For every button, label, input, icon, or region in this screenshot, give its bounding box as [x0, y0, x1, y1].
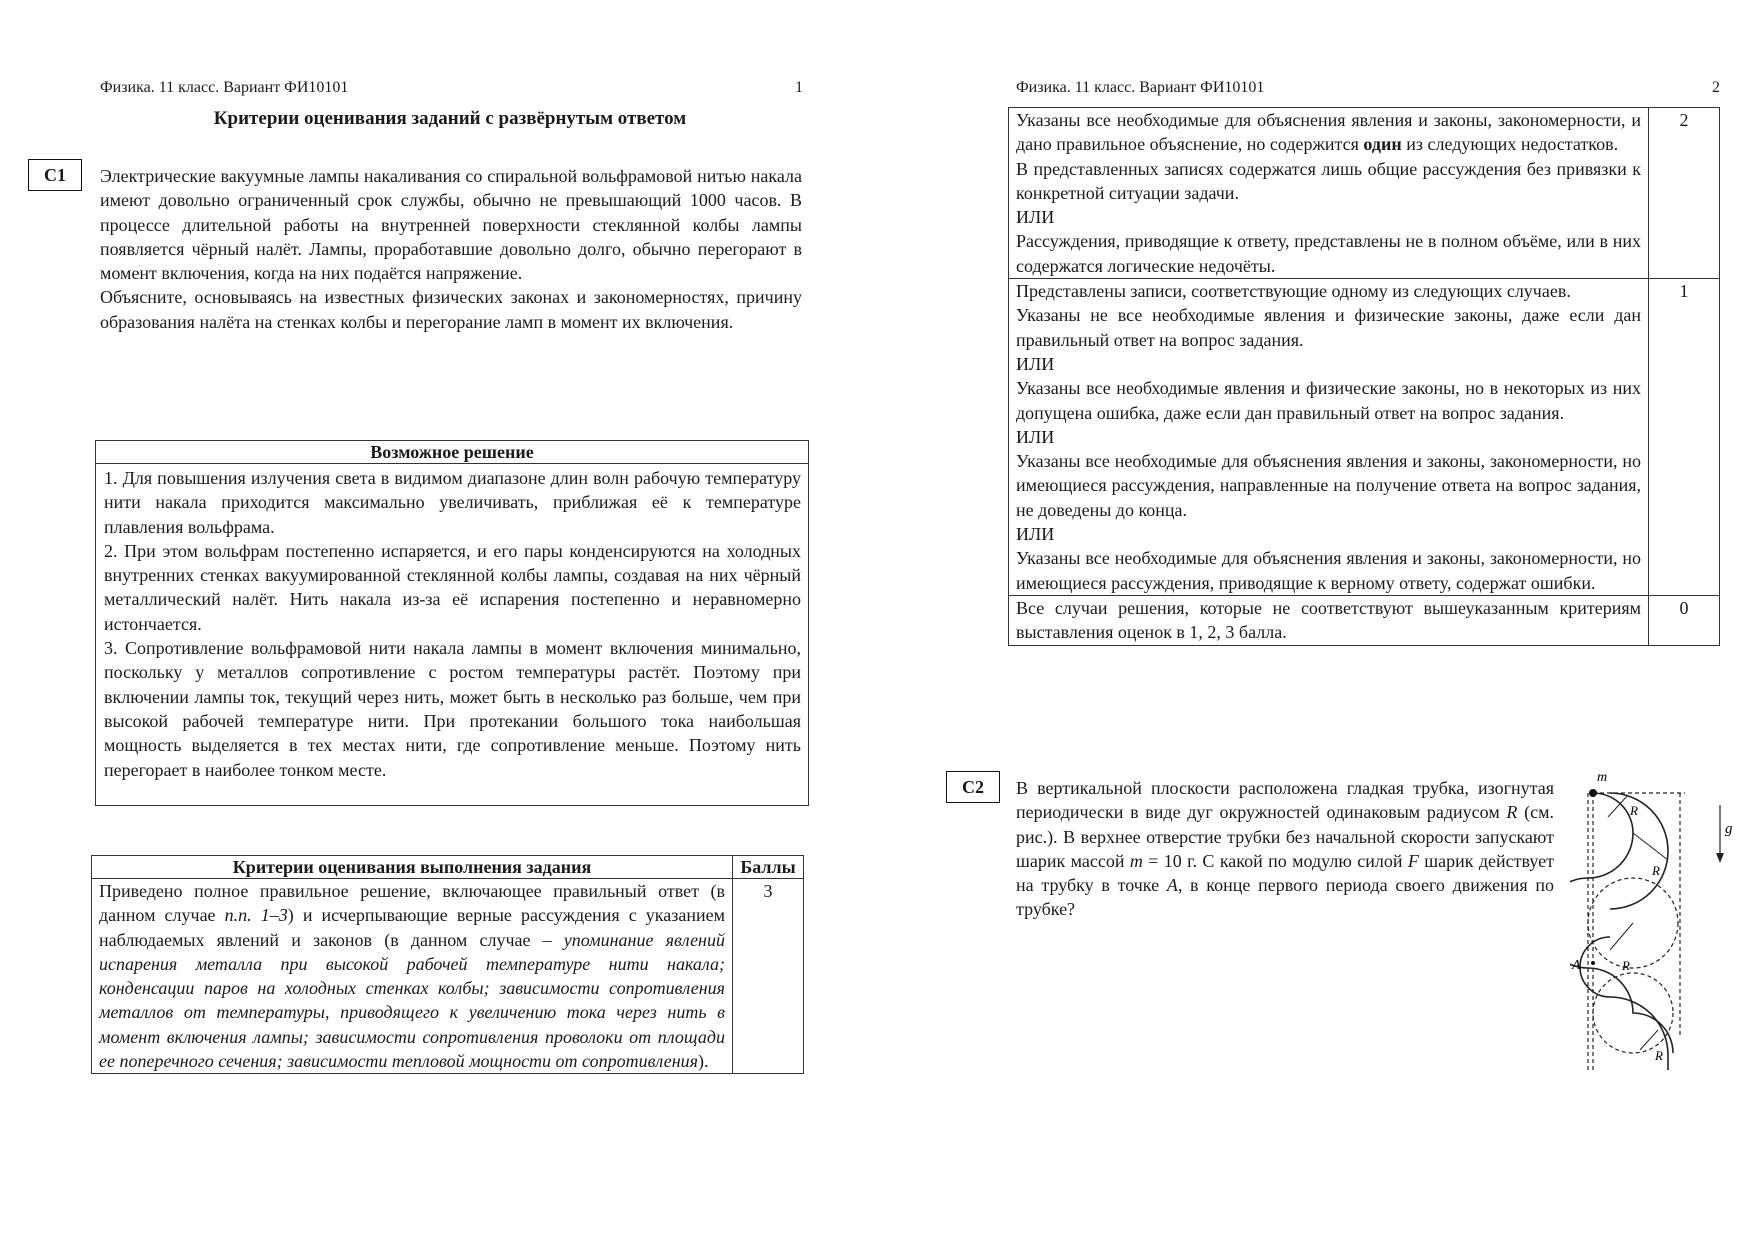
criteria-row-2-case-2: Рассуждения, приводящие к ответу, представлены не в полном объёме, или в них содержатся логические недочёты.: [1016, 231, 1641, 276]
task-c1-label: С1: [28, 159, 82, 191]
criteria-row-3-points: 3: [733, 879, 804, 1074]
task-c2-var-F: F: [1407, 850, 1419, 871]
task-c2-part3: = 10 г. С какой по модулю силой: [1142, 850, 1408, 871]
task-c2-var-A: A: [1166, 875, 1178, 896]
task-c2-text: [1016, 776, 1554, 922]
criteria-row-1-case-3: Указаны все необходимые для объяснения явления и законы, закономерности, но имеющиеся рассуждения, направленные на получение ответа на вопрос задания, не доведены до конца.: [1016, 451, 1641, 520]
criteria-row-1-or-1: ИЛИ: [1016, 353, 1055, 374]
criteria-row-1-points: 1: [1649, 279, 1720, 596]
criteria-row-1-or-3: ИЛИ: [1016, 524, 1055, 545]
criteria-row-0-text: Все случаи решения, которые не соответствуют вышеуказанным критериям выставления оценок в 1, 2, 3 балла.: [1009, 595, 1649, 645]
solution-item-3: 3. Сопротивление вольфрамовой нити накала лампы в момент включения минимально, поскольку у металлов сопротивление с ростом температуры растёт. Поэтому при включении лампы ток, текущий через нить, может быть в несколько раз больше, чем при высокой рабочей температуре нити. При протекании большого тока наибольшая мощность выделяется в тех местах нити, где сопротивление меньше. Поэтому нить перегорает в наиболее тонком месте.: [104, 638, 801, 780]
criteria-row-3-end: ).: [698, 1051, 709, 1072]
solution-body: [96, 464, 808, 782]
task-c2-var-m: m: [1129, 850, 1143, 871]
criteria-row-3: [92, 879, 804, 1074]
figure-label-g: g: [1725, 821, 1733, 837]
criteria-row-1-case-2: Указаны все необходимые явления и физические законы, но в некоторых из них допущена ошибка, даже если дан правильный ответ на вопрос задания.: [1016, 378, 1641, 423]
task-c1-text: [100, 164, 802, 334]
task-c2-var-R: R: [1506, 802, 1518, 823]
page1-number: 1: [795, 79, 803, 96]
task-c1-paragraph-1: Электрические вакуумные лампы накаливания со спиральной вольфрамовой нитью накала имеют довольно ограниченный срок службы, обычно не превышающий 1000 часов. В процессе длительной работы на внутренней поверхности стеклянной колбы лампы появляется чёрный налёт. Лампы, проработавшие довольно долго, обычно перегорают в момент включения, когда на них подаётся напряжение.: [100, 166, 802, 284]
criteria-row-1-intro: Представлены записи, соответствующие одному из следующих случаев.: [1016, 281, 1571, 302]
figure-label-A: A: [1572, 958, 1581, 973]
criteria-row-2-or: ИЛИ: [1016, 207, 1055, 228]
criteria-row-1-case-1: Указаны не все необходимые явления и физические законы, даже если дан правильный ответ на вопрос задания.: [1016, 305, 1641, 350]
task-c2-part4: шарик действует на трубку в точке: [1016, 850, 1554, 896]
task-c1-paragraph-2: Объясните, основываясь на известных физических законах и закономерностях, причину образования налёта на стенках колбы и перегорание ламп в момент их включения.: [100, 287, 802, 332]
task-c2-part1: В вертикальной плоскости расположена гладкая трубка, изогнутая периодически в виде дуг окружностей одинаковым радиусом: [1016, 778, 1554, 823]
criteria-col-header: Критерии оценивания выполнения задания: [92, 856, 733, 879]
solution-item-1: 1. Для повышения излучения света в видимом диапазоне длин волн рабочую температуру нити накала приходится максимально увеличивать, приближая её к температуре плавления вольфрама.: [104, 468, 801, 537]
solution-box: [95, 440, 809, 806]
solution-item-2: 2. При этом вольфрам постепенно испаряется, и его пары конденсируются на холодных внутренних стенках вакуумированной стеклянной колбы лампы, создавая на них чёрный металлический налёт. Нить накала из-за её испарения постепенно и неравномерно истончается.: [104, 540, 801, 634]
criteria-row-3-part1: Приведено полное правильное решение, включающее правильный ответ (в данном случае: [99, 881, 725, 926]
tube-figure: [1570, 765, 1740, 1095]
page2-number: 2: [1712, 79, 1720, 96]
criteria-row-0: [1009, 595, 1720, 645]
criteria-row-2-text: [1009, 108, 1649, 279]
criteria-row-2-intro: [1016, 108, 1641, 157]
criteria-row-3-text: [92, 879, 733, 1074]
criteria-row-2-case-1: В представленных записях содержатся лишь общие рассуждения без привязки к конкретной ситуации задачи.: [1016, 158, 1641, 203]
task-c2-label: С2: [946, 771, 1000, 803]
criteria-row-1-or-2: ИЛИ: [1016, 426, 1055, 447]
solution-heading: Возможное решение: [96, 441, 808, 464]
criteria-row-0-points: 0: [1649, 595, 1720, 645]
page1-title: Критерии оценивания заданий с развёрнутым ответом: [213, 108, 687, 129]
criteria-row-1: [1009, 279, 1720, 596]
criteria-table-page2: [1008, 107, 1720, 646]
page2-header: Физика. 11 класс. Вариант ФИ10101: [1016, 79, 1265, 96]
criteria-row-2: [1009, 108, 1720, 279]
page1-header: Физика. 11 класс. Вариант ФИ10101: [100, 79, 349, 96]
task-c2-part5: , в конце первого периода своего движения по трубке?: [1016, 875, 1554, 920]
ball-icon: [1589, 789, 1597, 797]
figure-label-m: m: [1597, 770, 1608, 785]
criteria-row-1-case-4: Указаны все необходимые для объяснения явления и законы, закономерности, но имеющиеся рассуждения, приводящие к верному ответу, содержат ошибки.: [1016, 548, 1641, 593]
task-c2-part2: (см. рис.). В верхнее отверстие трубки без начальной скорости запускают шарик массой: [1016, 802, 1554, 871]
points-col-header: Баллы: [733, 856, 804, 879]
criteria-row-3-part2: ) и исчерпывающие верные рассуждения с указанием наблюдаемых явлений и законов (в данном случае –: [99, 905, 725, 950]
criteria-row-2-intro-b: из следующих недостатков.: [1401, 134, 1619, 155]
criteria-row-3-italic: упоминание явлений испарения металла при высокой рабочей температуре нити накала; конденсации паров на холодных стенках колбы; зависимости сопротивления металлов от температуры, приводящего к увеличению тока через нить в момент включения лампы; зависимости сопротивления проволоки от площади ее поперечного сечения; зависимости тепловой мощности от сопротивления: [99, 929, 725, 1072]
criteria-row-2-intro-bold: один: [1363, 134, 1402, 155]
criteria-row-3-pp: п.п. 1–3: [224, 905, 288, 926]
figure-label-r2: R: [1652, 863, 1660, 878]
criteria-table-page1: [91, 855, 804, 1074]
criteria-row-2-points: 2: [1649, 108, 1720, 279]
criteria-row-2-intro-a: Указаны все необходимые для объяснения явления и законы, закономерности, и дано правильное объяснение, но содержится: [1016, 110, 1641, 155]
criteria-row-1-text: [1009, 279, 1649, 596]
figure-label-r3: R: [1622, 958, 1630, 973]
figure-label-r1: R: [1630, 803, 1638, 818]
figure-label-r4: R: [1655, 1048, 1663, 1063]
